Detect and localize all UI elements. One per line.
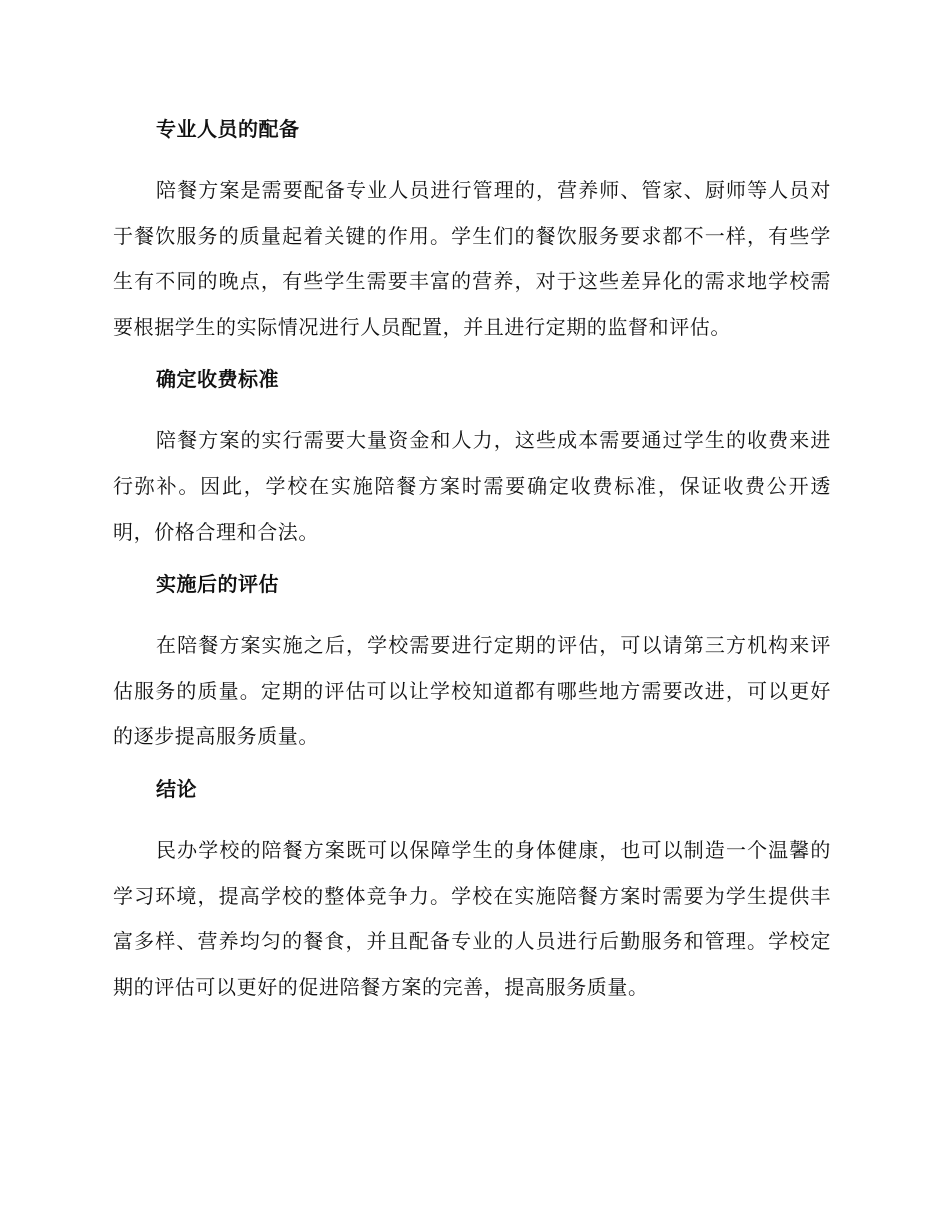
section-evaluation [113, 567, 831, 760]
section-paragraph: 在陪餐方案实施之后，学校需要进行定期的评估，可以请第三方机构来评估服务的质量。定期的评估可以让学校知道都有哪些地方需要改进，可以更好的逐步提高服务质量。 [113, 633, 831, 749]
section-staffing [113, 112, 831, 350]
section-paragraph: 民办学校的陪餐方案既可以保障学生的身体健康，也可以制造一个温馨的学习环境，提高学校的整体竞争力。学校在实施陪餐方案时需要为学生提供丰富多样、营养均匀的餐食，并且配备专业的人员进行后勤服务和管理。学校定期的评估可以更好的促进陪餐方案的完善，提高服务质量。 [113, 837, 831, 999]
section-fees [113, 362, 831, 555]
section-heading: 专业人员的配备 [156, 117, 300, 141]
section-heading: 确定收费标准 [156, 367, 279, 392]
section-paragraph: 陪餐方案是需要配备专业人员进行管理的，营养师、管家、厨师等人员对于餐饮服务的质量起着关键的作用。学生们的餐饮服务要求都不一样，有些学生有不同的晚点，有些学生需要丰富的营养，对于这些差异化的需求地学校需要根据学生的实际情况进行人员配置，并且进行定期的监督和评估。 [113, 178, 831, 339]
section-heading: 实施后的评估 [156, 572, 279, 597]
section-conclusion [113, 772, 831, 1010]
section-paragraph: 陪餐方案的实行需要大量资金和人力，这些成本需要通过学生的收费来进行弥补。因此，学校在实施陪餐方案时需要确定收费标准，保证收费公开透明，价格合理和合法。 [113, 428, 831, 544]
section-heading: 结论 [156, 776, 197, 801]
document-page [113, 112, 831, 1022]
